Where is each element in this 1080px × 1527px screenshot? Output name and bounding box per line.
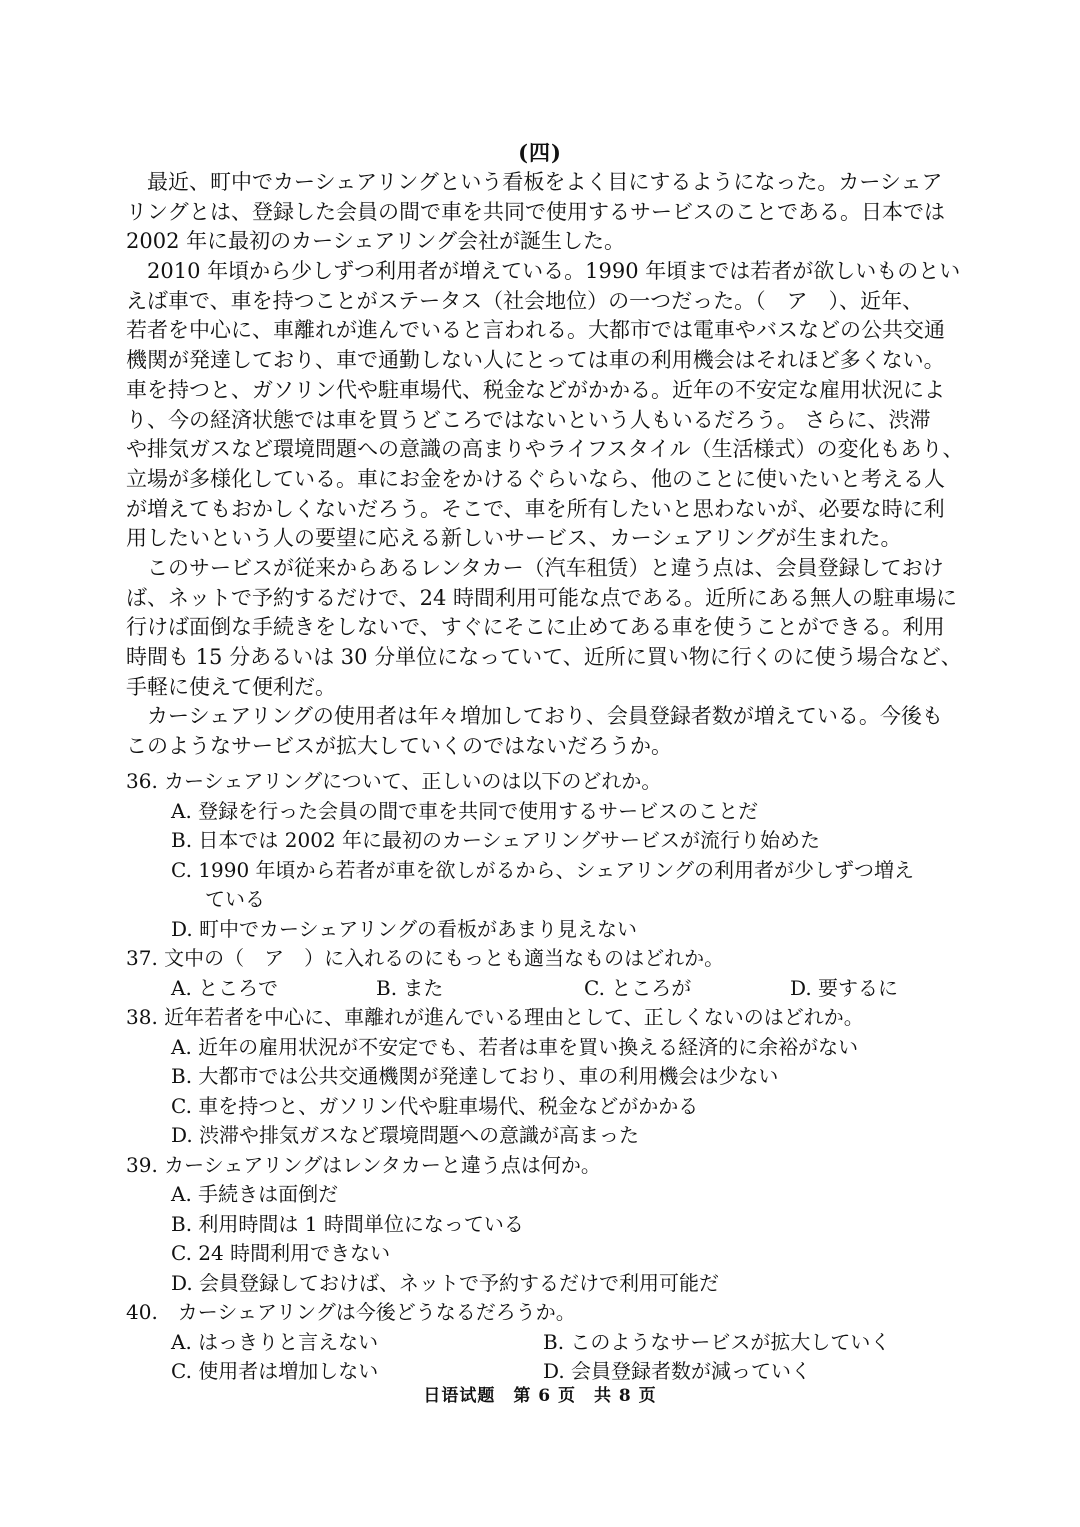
option-b: B. また (376, 975, 444, 1000)
passage-line: 2002 年に最初のカーシェアリング会社が誕生した。 (126, 229, 626, 254)
question-36 (126, 767, 946, 944)
passage-line: 2010 年頃から少しずつ利用者が増えている。1990 年頃までは若者が欲しいものとい (126, 259, 961, 284)
question-stem: 39. カーシェアリングはレンタカーと違う点は何か。 (126, 1152, 601, 1177)
passage-line: 行けば面倒な手続きをしないで、すぐにそこに止めてある車を使うことができる。利用 (126, 615, 945, 640)
option-c: C. 使用者は増加しない (171, 1359, 379, 1383)
option-d: D. 渋滞や排気ガスなど環境問題への意識が高まった (171, 1123, 640, 1147)
passage-line: 時間も 15 分あるいは 30 分単位になっていて、近所に買い物に行くのに使う場合など、 (126, 645, 962, 669)
passage-line: り、今の経済状態では車を買うどころではないという人もいるだろう。 さらに、渋滞 (126, 407, 931, 432)
question-stem: 36. カーシェアリングについて、正しいのは以下のどれか。 (126, 769, 662, 793)
option-row (126, 1328, 946, 1358)
option-d: D. 要するに (790, 975, 899, 1000)
question-stem: 38. 近年若者を中心に、車離れが進んでいる理由として、正しくないのはどれか。 (126, 1005, 864, 1029)
passage-line: 手軽に使えて便利だ。 (126, 674, 336, 699)
question-40 (126, 1298, 946, 1387)
passage-line: 最近、町中でカーシェアリングという看板をよく目にするようになった。カーシェア (126, 170, 943, 194)
passage-line: 機関が発達しており、車で通勤しない人にとっては車の利用機会はそれほど多くない。 (126, 348, 945, 373)
option-a: A. はっきりと言えない (171, 1329, 379, 1354)
passage-line: このようなサービスが拡大していくのではないだろうか。 (126, 734, 672, 759)
question-stem: 40. カーシェアリングは今後どうなるだろうか。 (126, 1300, 576, 1324)
passage-line: 立場が多様化している。車にお金をかけるぐらいなら、他のことに使いたいと考える人 (126, 466, 945, 491)
question-list (126, 767, 946, 1387)
passage-line: えば車で、車を持つことがステータス（社会地位）の一つだった。（ ア ）、近年、 (126, 288, 924, 313)
passage-line: カーシェアリングの使用者は年々増加しており、会員登録者数が増えている。今後も (126, 704, 943, 729)
option-b: B. このようなサービスが拡大していく (543, 1329, 891, 1354)
option-a: A. 登録を行った会員の間で車を共同で使用するサービスのことだ (171, 798, 759, 823)
option-c: C. 24 時間利用できない (171, 1241, 391, 1265)
option-c-continued: ている (205, 887, 265, 911)
passage-line: 用したいという人の要望に応える新しいサービス、カーシェアリングが生まれた。 (126, 526, 902, 551)
passage-line: や排気ガスなど環境問題への意識の高まりやライフスタイル（生活様式）の変化もあり、 (126, 437, 964, 462)
option-b: B. 日本では 2002 年に最初のカーシェアリングサービスが流行り始めた (171, 828, 821, 852)
reading-passage (126, 168, 964, 762)
option-d: D. 会員登録者数が減っていく (543, 1359, 812, 1383)
page-footer: 日语试题 第 6 页 共 8 页 (423, 1386, 657, 1406)
passage-line: 車を持つと、ガソリン代や駐車場代、税金などがかかる。近年の不安定な雇用状況によ (126, 377, 945, 402)
question-stem: 37. 文中の（ ア ）に入れるのにもっとも適当なものはどれか。 (126, 946, 725, 970)
option-d: D. 町中でカーシェアリングの看板があまり見えない (171, 916, 638, 941)
option-c: C. ところが (584, 975, 692, 1000)
passage-line: が増えてもおかしくないだろう。そこで、車を所有したいと思わないが、必要な時に利 (126, 496, 945, 521)
passage-line: ば、ネットで予約するだけで、24 時間利用可能な点である。近所にある無人の駐車場に (126, 585, 957, 610)
option-c: C. 1990 年頃から若者が車を欲しがるから、シェアリングの利用者が少しずつ増え (171, 857, 914, 882)
question-38 (126, 1003, 946, 1151)
option-a: A. 手続きは面倒だ (171, 1182, 339, 1206)
option-d: D. 会員登録しておけば、ネットで予約するだけで利用可能だ (171, 1270, 720, 1295)
option-row (126, 974, 946, 1004)
question-39 (126, 1151, 946, 1299)
section-title: (四) (518, 140, 562, 165)
passage-line: 若者を中心に、車離れが進んでいると言われる。大都市では電車やバスなどの公共交通 (126, 318, 945, 343)
option-a: A. ところで (171, 975, 278, 1000)
option-c: C. 車を持つと、ガソリン代や駐車場代、税金などがかかる (171, 1093, 699, 1118)
option-b: B. 大都市では公共交通機関が発達しており、車の利用機会は少ない (171, 1064, 779, 1088)
passage-line: このサービスが従来からあるレンタカー（汽车租赁）と違う点は、会員登録しておけ (126, 555, 944, 580)
option-a: A. 近年の雇用状況が不安定でも、若者は車を買い換える経済的に余裕がない (171, 1034, 859, 1059)
question-37 (126, 944, 946, 1003)
passage-line: リングとは、登録した会員の間で車を共同で使用するサービスのことである。日本では (126, 199, 945, 224)
option-b: B. 利用時間は 1 時間単位になっている (171, 1211, 524, 1236)
